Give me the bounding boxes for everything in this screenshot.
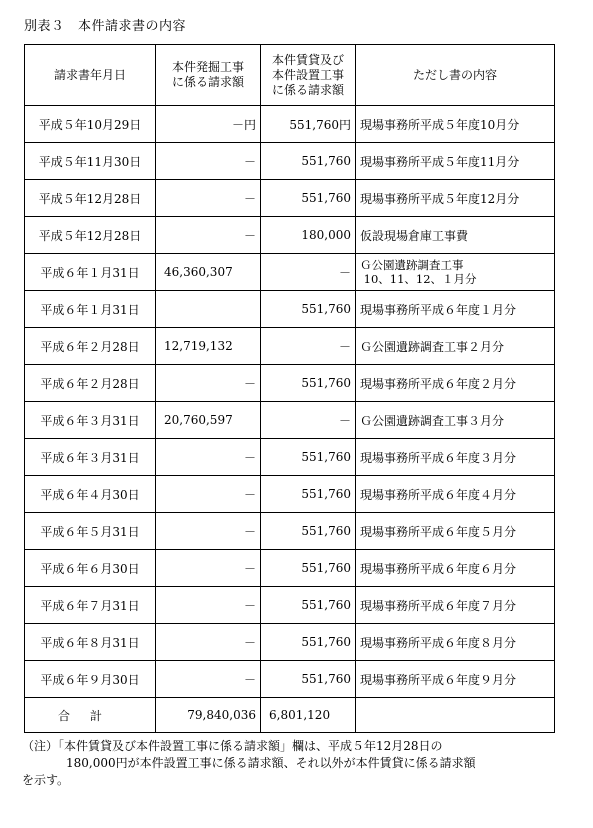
cell-rent: 551,760 (261, 550, 356, 587)
total-rent: 6,801,120 (261, 698, 356, 733)
invoice-table (24, 44, 555, 733)
table-row (25, 291, 555, 328)
cell-note (356, 254, 555, 291)
cell-rent: － (261, 402, 356, 439)
cell-rent: 551,760 (261, 439, 356, 476)
cell-rent: 551,760 (261, 587, 356, 624)
cell-date: 平成５年11月30日 (25, 143, 156, 180)
footnote-line-2: 180,000円が本件設置工事に係る請求額、それ以外が本件賃貸に係る請求額 (66, 756, 476, 770)
cell-dig: －円 (156, 106, 261, 143)
cell-date: 平成６年８月31日 (25, 624, 156, 661)
cell-dig (156, 291, 261, 328)
cell-rent: 551,760 (261, 476, 356, 513)
header-date: 請求書年月日 (25, 45, 156, 106)
cell-dig: － (156, 587, 261, 624)
cell-date: 平成６年２月28日 (25, 328, 156, 365)
total-dig: 79,840,036 (156, 698, 261, 733)
cell-date: 平成６年６月30日 (25, 550, 156, 587)
cell-dig: － (156, 550, 261, 587)
cell-note: 現場事務所平成６年度９月分 (356, 661, 555, 698)
cell-dig: － (156, 217, 261, 254)
table-row (25, 550, 555, 587)
cell-note: 現場事務所平成６年度５月分 (356, 513, 555, 550)
total-note (356, 698, 555, 733)
cell-dig: 12,719,132 (156, 328, 261, 365)
cell-note: 現場事務所平成６年度３月分 (356, 439, 555, 476)
cell-rent: － (261, 328, 356, 365)
cell-date: 平成５年12月28日 (25, 217, 156, 254)
cell-note: Ｇ公園遺跡調査工事２月分 (356, 328, 555, 365)
cell-date: 平成６年５月31日 (25, 513, 156, 550)
table-row (25, 180, 555, 217)
cell-dig: 20,760,597 (156, 402, 261, 439)
cell-date: 平成６年２月28日 (25, 365, 156, 402)
cell-rent: 551,760 (261, 180, 356, 217)
table-row (25, 476, 555, 513)
cell-dig: － (156, 439, 261, 476)
header-rent-amount: 本件賃貸及び 本件設置工事 に係る請求額 (261, 45, 356, 106)
table-row (25, 328, 555, 365)
cell-dig: － (156, 180, 261, 217)
cell-rent: － (261, 254, 356, 291)
cell-date: 平成６年１月31日 (25, 291, 156, 328)
cell-dig: － (156, 476, 261, 513)
note-line-2: 10、11、12、１月分 (363, 272, 477, 286)
cell-note: 現場事務所平成６年度２月分 (356, 365, 555, 402)
table-row (25, 365, 555, 402)
footnote-line-3: を示す。 (22, 773, 70, 787)
table-header-row (25, 45, 555, 106)
table-row (25, 661, 555, 698)
cell-note: 現場事務所平成６年度８月分 (356, 624, 555, 661)
cell-rent: 551,760 (261, 365, 356, 402)
table-row (25, 402, 555, 439)
cell-note: 現場事務所平成６年度７月分 (356, 587, 555, 624)
note-line-1: Ｇ公園遺跡調査工事 (360, 258, 464, 272)
header-dig-amount: 本件発掘工事 に係る請求額 (156, 45, 261, 106)
cell-date: 平成５年12月28日 (25, 180, 156, 217)
table-row (25, 217, 555, 254)
cell-date: 平成６年７月31日 (25, 587, 156, 624)
cell-rent: 551,760円 (261, 106, 356, 143)
cell-date: 平成５年10月29日 (25, 106, 156, 143)
footnote (22, 738, 567, 789)
cell-rent: 551,760 (261, 661, 356, 698)
table-row (25, 143, 555, 180)
cell-rent: 551,760 (261, 513, 356, 550)
cell-dig: － (156, 513, 261, 550)
document-title: 別表３ 本件請求書の内容 (24, 19, 187, 34)
cell-note: 現場事務所平成６年度４月分 (356, 476, 555, 513)
cell-rent: 551,760 (261, 291, 356, 328)
cell-dig: － (156, 365, 261, 402)
table-row (25, 624, 555, 661)
cell-dig: － (156, 143, 261, 180)
table-row (25, 439, 555, 476)
cell-note: 仮設現場倉庫工事費 (356, 217, 555, 254)
cell-dig: 46,360,307 (156, 254, 261, 291)
cell-note: 現場事務所平成５年度11月分 (356, 143, 555, 180)
cell-note: Ｇ公園遺跡調査工事３月分 (356, 402, 555, 439)
total-label: 合計 (25, 698, 156, 733)
total-row (25, 698, 555, 733)
table-row (25, 106, 555, 143)
cell-note: 現場事務所平成６年度６月分 (356, 550, 555, 587)
cell-rent: 551,760 (261, 624, 356, 661)
cell-date: 平成６年３月31日 (25, 439, 156, 476)
cell-rent: 180,000 (261, 217, 356, 254)
cell-dig: － (156, 661, 261, 698)
footnote-line-1: （注）「本件賃貸及び本件設置工事に係る請求額」欄は、平成５年12月28日の (22, 739, 443, 753)
cell-dig: － (156, 624, 261, 661)
cell-date: 平成６年３月31日 (25, 402, 156, 439)
cell-date: 平成６年９月30日 (25, 661, 156, 698)
cell-note: 現場事務所平成５年度10月分 (356, 106, 555, 143)
cell-rent: 551,760 (261, 143, 356, 180)
cell-note: 現場事務所平成６年度１月分 (356, 291, 555, 328)
cell-note: 現場事務所平成５年度12月分 (356, 180, 555, 217)
table-row (25, 513, 555, 550)
table-row (25, 587, 555, 624)
header-note: ただし書の内容 (356, 45, 555, 106)
cell-date: 平成６年１月31日 (25, 254, 156, 291)
table-row (25, 254, 555, 291)
cell-date: 平成６年４月30日 (25, 476, 156, 513)
